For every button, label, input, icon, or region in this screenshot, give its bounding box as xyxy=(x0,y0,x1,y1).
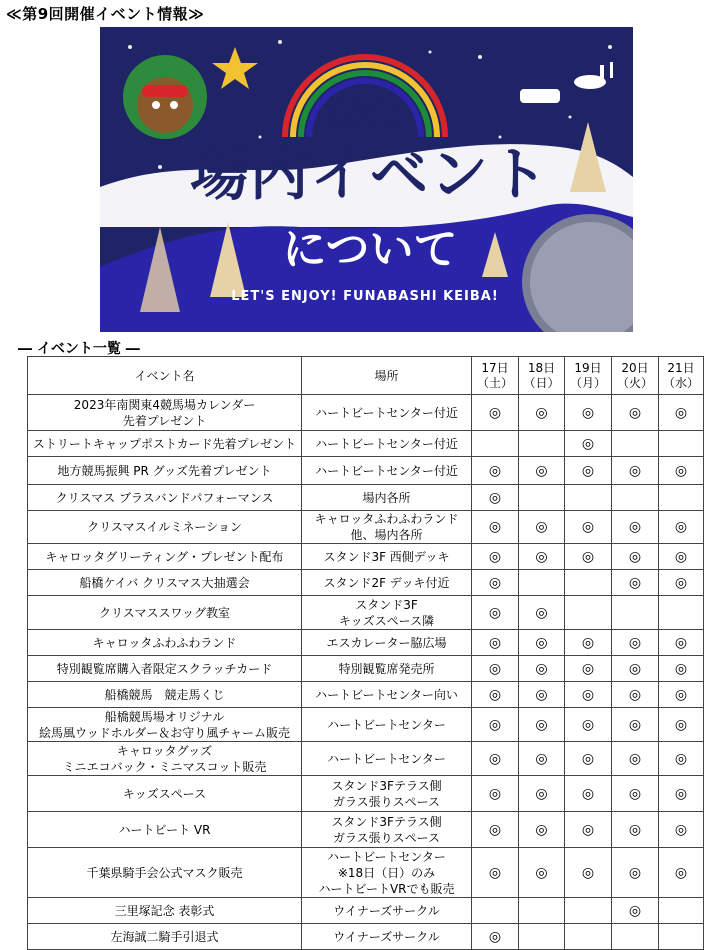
schedule-mark-cell xyxy=(612,431,659,457)
schedule-mark-cell: ◎ xyxy=(565,431,612,457)
schedule-mark-cell xyxy=(565,924,612,950)
table-row xyxy=(28,570,704,596)
schedule-mark-cell: ◎ xyxy=(519,457,565,485)
schedule-mark-cell: ◎ xyxy=(612,682,659,708)
schedule-mark-cell xyxy=(612,485,659,511)
table-row xyxy=(28,457,704,485)
schedule-mark-cell xyxy=(519,570,565,596)
schedule-mark-cell: ◎ xyxy=(472,544,519,570)
schedule-mark-cell: ◎ xyxy=(519,812,565,848)
schedule-mark-cell: ◎ xyxy=(612,656,659,682)
table-row xyxy=(28,776,704,812)
event-name-cell: 船橋競馬 競走馬くじ xyxy=(28,682,302,708)
schedule-mark-cell: ◎ xyxy=(612,395,659,431)
event-place-cell: ハートビートセンター ※18日（日）のみ ハートビートVRでも販売 xyxy=(302,848,472,898)
schedule-mark-cell xyxy=(659,485,704,511)
event-place-cell: スタンド3Fテラス側 ガラス張りスペース xyxy=(302,812,472,848)
schedule-mark-cell: ◎ xyxy=(612,898,659,924)
schedule-mark-cell: ◎ xyxy=(472,570,519,596)
schedule-mark-cell: ◎ xyxy=(659,656,704,682)
schedule-mark-cell: ◎ xyxy=(472,485,519,511)
event-name-cell: 2023年南関東4競馬場カレンダー 先着プレゼント xyxy=(28,395,302,431)
schedule-mark-cell: ◎ xyxy=(519,742,565,776)
schedule-mark-cell xyxy=(612,596,659,630)
column-header-day: 20日 （火） xyxy=(612,357,659,395)
schedule-mark-cell: ◎ xyxy=(659,544,704,570)
schedule-mark-cell: ◎ xyxy=(612,848,659,898)
schedule-mark-cell xyxy=(659,898,704,924)
schedule-mark-cell: ◎ xyxy=(472,848,519,898)
event-name-cell: 特別観覧席購入者限定スクラッチカード xyxy=(28,656,302,682)
column-header-day: 18日 （日） xyxy=(519,357,565,395)
column-header-place: 場所 xyxy=(302,357,472,395)
table-header-row xyxy=(28,357,704,395)
table-row xyxy=(28,682,704,708)
event-name-cell: クリスマスイルミネーション xyxy=(28,511,302,544)
schedule-mark-cell: ◎ xyxy=(472,395,519,431)
event-place-cell: キャロッタふわふわランド 他、場内各所 xyxy=(302,511,472,544)
schedule-mark-cell: ◎ xyxy=(565,682,612,708)
schedule-mark-cell: ◎ xyxy=(519,596,565,630)
schedule-mark-cell xyxy=(472,898,519,924)
schedule-mark-cell: ◎ xyxy=(565,511,612,544)
column-header-event: イベント名 xyxy=(28,357,302,395)
schedule-mark-cell: ◎ xyxy=(519,682,565,708)
schedule-mark-cell: ◎ xyxy=(659,511,704,544)
event-place-cell: ハートビートセンター付近 xyxy=(302,395,472,431)
event-place-cell: ハートビートセンター xyxy=(302,708,472,742)
event-place-cell: エスカレーター脇広場 xyxy=(302,630,472,656)
schedule-mark-cell: ◎ xyxy=(612,742,659,776)
event-place-cell: スタンド3F 西側デッキ xyxy=(302,544,472,570)
schedule-mark-cell: ◎ xyxy=(612,812,659,848)
schedule-mark-cell: ◎ xyxy=(519,776,565,812)
table-row xyxy=(28,511,704,544)
schedule-mark-cell xyxy=(565,485,612,511)
banner-title-main: 場内イベント xyxy=(189,140,550,208)
schedule-mark-cell xyxy=(659,431,704,457)
schedule-mark-cell: ◎ xyxy=(565,812,612,848)
schedule-mark-cell xyxy=(472,431,519,457)
schedule-mark-cell: ◎ xyxy=(612,708,659,742)
schedule-mark-cell: ◎ xyxy=(472,511,519,544)
schedule-mark-cell xyxy=(612,924,659,950)
schedule-mark-cell: ◎ xyxy=(659,457,704,485)
schedule-mark-cell: ◎ xyxy=(612,457,659,485)
schedule-mark-cell: ◎ xyxy=(519,656,565,682)
table-row xyxy=(28,742,704,776)
event-schedule-table xyxy=(27,356,704,950)
schedule-mark-cell: ◎ xyxy=(472,776,519,812)
event-name-cell: クリスマス ブラスバンドパフォーマンス xyxy=(28,485,302,511)
event-name-cell: 船橋ケイバ クリスマス大抽選会 xyxy=(28,570,302,596)
event-place-cell: 特別観覧席発売所 xyxy=(302,656,472,682)
table-row xyxy=(28,708,704,742)
column-header-day: 21日 （水） xyxy=(659,357,704,395)
schedule-mark-cell: ◎ xyxy=(659,630,704,656)
schedule-mark-cell: ◎ xyxy=(565,848,612,898)
event-name-cell: 船橋競馬場オリジナル 絵馬風ウッドホルダー＆お守り風チャーム販売 xyxy=(28,708,302,742)
schedule-mark-cell xyxy=(565,596,612,630)
event-place-cell: ハートビートセンター付近 xyxy=(302,457,472,485)
schedule-mark-cell: ◎ xyxy=(472,708,519,742)
schedule-mark-cell xyxy=(519,898,565,924)
schedule-mark-cell: ◎ xyxy=(612,776,659,812)
event-name-cell: ストリートキャップポストカード先着プレゼント xyxy=(28,431,302,457)
event-name-cell: 千葉県騎手会公式マスク販売 xyxy=(28,848,302,898)
event-place-cell: ハートビートセンター付近 xyxy=(302,431,472,457)
event-name-cell: 地方競馬振興 PR グッズ先着プレゼント xyxy=(28,457,302,485)
schedule-mark-cell: ◎ xyxy=(472,924,519,950)
event-list-heading: ― イベント一覧 ― xyxy=(18,341,140,357)
schedule-mark-cell: ◎ xyxy=(612,511,659,544)
event-place-cell: ハートビートセンター xyxy=(302,742,472,776)
table-row xyxy=(28,898,704,924)
schedule-mark-cell: ◎ xyxy=(519,630,565,656)
event-place-cell: スタンド2F デッキ付近 xyxy=(302,570,472,596)
table-row xyxy=(28,924,704,950)
schedule-mark-cell xyxy=(659,596,704,630)
schedule-mark-cell: ◎ xyxy=(472,596,519,630)
banner-title-number: 第9回 xyxy=(327,99,408,134)
table-row xyxy=(28,596,704,630)
schedule-mark-cell: ◎ xyxy=(519,708,565,742)
table-row xyxy=(28,544,704,570)
column-header-day: 19日 （月） xyxy=(565,357,612,395)
schedule-mark-cell: ◎ xyxy=(565,656,612,682)
schedule-mark-cell: ◎ xyxy=(472,656,519,682)
event-name-cell: クリスマススワッグ教室 xyxy=(28,596,302,630)
column-header-day: 17日 （土） xyxy=(472,357,519,395)
event-name-cell: 左海誠二騎手引退式 xyxy=(28,924,302,950)
schedule-mark-cell xyxy=(565,570,612,596)
schedule-mark-cell: ◎ xyxy=(472,630,519,656)
schedule-mark-cell: ◎ xyxy=(472,742,519,776)
schedule-mark-cell: ◎ xyxy=(659,812,704,848)
table-row xyxy=(28,395,704,431)
event-place-cell: ウイナーズサークル xyxy=(302,898,472,924)
schedule-mark-cell xyxy=(565,898,612,924)
event-place-cell: スタンド3F キッズスペース隣 xyxy=(302,596,472,630)
schedule-mark-cell: ◎ xyxy=(472,812,519,848)
schedule-mark-cell: ◎ xyxy=(472,457,519,485)
event-name-cell: キャロッタグリーティング・プレゼント配布 xyxy=(28,544,302,570)
schedule-mark-cell: ◎ xyxy=(565,708,612,742)
event-name-cell: キャロッタふわふわランド xyxy=(28,630,302,656)
table-row xyxy=(28,431,704,457)
schedule-mark-cell: ◎ xyxy=(659,570,704,596)
page-heading: ≪第9回開催イベント情報≫ xyxy=(6,5,205,23)
schedule-mark-cell: ◎ xyxy=(659,742,704,776)
event-place-cell: ハートビートセンター向い xyxy=(302,682,472,708)
event-name-cell: ハートビート VR xyxy=(28,812,302,848)
banner-title-sub: について xyxy=(282,224,458,275)
event-place-cell: スタンド3Fテラス側 ガラス張りスペース xyxy=(302,776,472,812)
event-banner xyxy=(100,27,633,332)
schedule-mark-cell: ◎ xyxy=(565,776,612,812)
schedule-mark-cell: ◎ xyxy=(565,457,612,485)
schedule-mark-cell: ◎ xyxy=(659,776,704,812)
schedule-mark-cell xyxy=(519,485,565,511)
schedule-mark-cell: ◎ xyxy=(612,544,659,570)
event-place-cell: ウイナーズサークル xyxy=(302,924,472,950)
schedule-mark-cell: ◎ xyxy=(659,848,704,898)
schedule-mark-cell: ◎ xyxy=(565,742,612,776)
schedule-mark-cell: ◎ xyxy=(565,630,612,656)
schedule-mark-cell: ◎ xyxy=(519,544,565,570)
schedule-mark-cell xyxy=(659,924,704,950)
schedule-mark-cell xyxy=(519,431,565,457)
table-row xyxy=(28,485,704,511)
schedule-mark-cell: ◎ xyxy=(659,682,704,708)
schedule-mark-cell: ◎ xyxy=(519,395,565,431)
table-row xyxy=(28,656,704,682)
schedule-mark-cell: ◎ xyxy=(612,630,659,656)
schedule-mark-cell xyxy=(519,924,565,950)
table-row xyxy=(28,848,704,898)
event-name-cell: キャロッタグッズ ミニエコバック・ミニマスコット販売 xyxy=(28,742,302,776)
event-place-cell: 場内各所 xyxy=(302,485,472,511)
schedule-mark-cell: ◎ xyxy=(565,544,612,570)
table-row xyxy=(28,630,704,656)
schedule-mark-cell: ◎ xyxy=(659,395,704,431)
event-name-cell: キッズスペース xyxy=(28,776,302,812)
schedule-mark-cell: ◎ xyxy=(612,570,659,596)
event-name-cell: 三里塚記念 表彰式 xyxy=(28,898,302,924)
schedule-mark-cell: ◎ xyxy=(519,848,565,898)
schedule-mark-cell: ◎ xyxy=(565,395,612,431)
table-row xyxy=(28,812,704,848)
schedule-mark-cell: ◎ xyxy=(659,708,704,742)
banner-tagline: LET'S ENJOY! FUNABASHI KEIBA! xyxy=(231,289,499,304)
schedule-mark-cell: ◎ xyxy=(519,511,565,544)
schedule-mark-cell: ◎ xyxy=(472,682,519,708)
